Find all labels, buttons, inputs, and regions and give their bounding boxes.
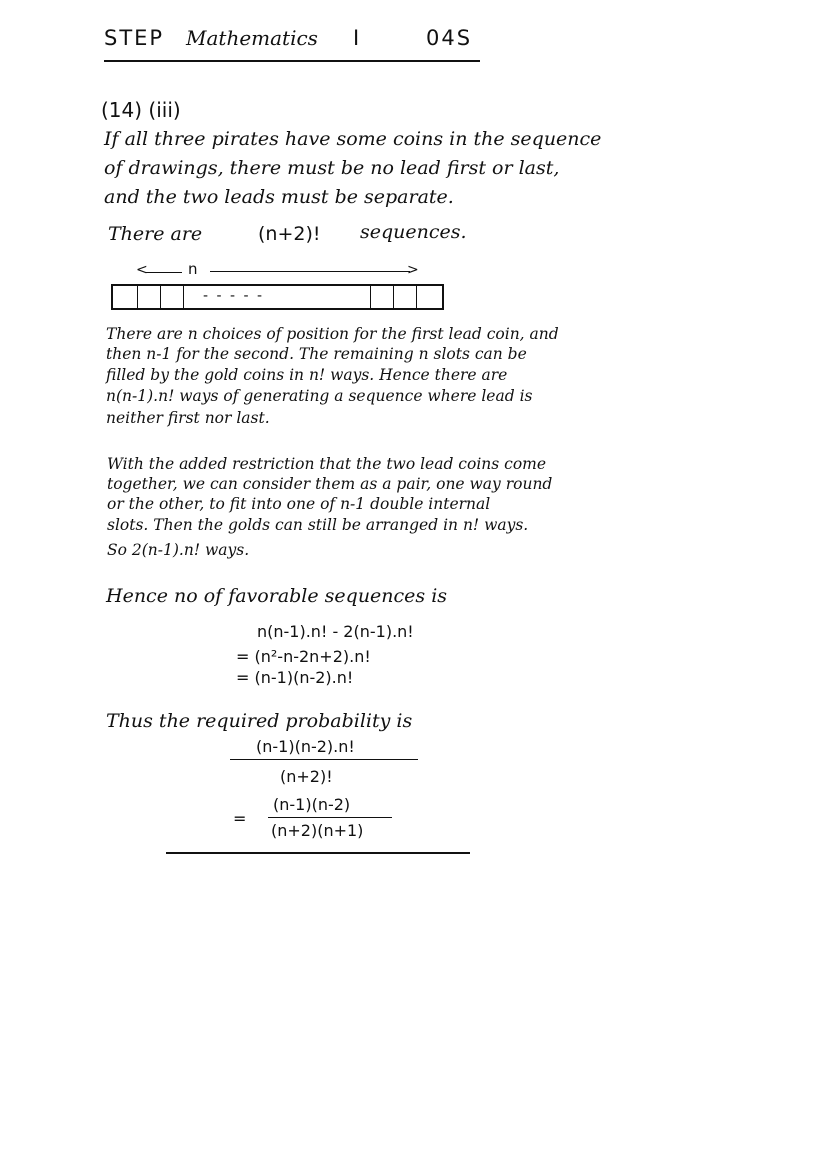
para2-line-2: together, we can consider them as a pair, one way round <box>107 475 553 493</box>
header-year: 04S <box>426 26 473 50</box>
part-label: (14) (iii) <box>101 98 181 122</box>
diagram-n-label: n <box>188 260 198 278</box>
slot-divider <box>370 286 371 308</box>
para1-line-1: There are n choices of position for the first lead coin, and <box>106 325 559 343</box>
arrow-left-head: < <box>136 262 148 278</box>
para1-line-4: n(n-1).n! ways of generating a sequence where lead is <box>106 387 533 405</box>
arrow-right-line <box>210 271 410 272</box>
slot-diagram <box>111 284 444 310</box>
slot-divider <box>416 286 417 308</box>
para2-line-5: So 2(n-1).n! ways. <box>107 541 250 559</box>
favorable-eq-2: = (n²-n-2n+2).n! <box>236 647 371 666</box>
intro-line-3: and the two leads must be separate. <box>104 186 454 208</box>
slot-divider <box>160 286 161 308</box>
intro-line-2: of drawings, there must be no lead first or last, <box>104 157 560 179</box>
slot-divider <box>183 286 184 308</box>
para2-line-3: or the other, to fit into one of n-1 double internal <box>107 495 491 513</box>
probability-heading: Thus the required probability is <box>106 710 413 732</box>
count-tail: sequences. <box>360 221 467 243</box>
count-text: There are <box>108 223 203 245</box>
header-underline <box>104 60 480 62</box>
slot-dots: - - - - - <box>203 288 265 304</box>
header-subject: Mathematics <box>186 26 318 50</box>
intro-line-1: If all three pirates have some coins in the sequence <box>104 128 602 150</box>
para1-line-2: then n-1 for the second. The remaining n slots can be <box>106 345 527 363</box>
fraction-bar-2 <box>268 817 392 818</box>
header-paper: I <box>353 26 362 50</box>
para1-line-5: neither first nor last. <box>106 409 270 427</box>
probability-numerator-2: (n-1)(n-2) <box>273 795 351 814</box>
para1-line-3: filled by the gold coins in n! ways. Hence there are <box>106 366 508 384</box>
fraction-bar-1 <box>230 759 418 760</box>
para2-line-4: slots. Then the golds can still be arranged in n! ways. <box>107 516 529 534</box>
favorable-eq-3: = (n-1)(n-2).n! <box>236 668 354 687</box>
probability-equals: = <box>233 809 247 828</box>
probability-denominator-1: (n+2)! <box>280 767 333 786</box>
para2-line-1: With the added restriction that the two lead coins come <box>107 455 547 473</box>
count-expr: (n+2)! <box>258 223 321 245</box>
favorable-eq-1: n(n-1).n! - 2(n-1).n! <box>257 622 414 641</box>
probability-denominator-2: (n+2)(n+1) <box>271 821 364 840</box>
slot-divider <box>137 286 138 308</box>
final-underline <box>166 852 470 854</box>
slot-divider <box>393 286 394 308</box>
favorable-heading: Hence no of favorable sequences is <box>106 585 448 607</box>
header-step: STEP <box>104 26 165 50</box>
probability-numerator-1: (n-1)(n-2).n! <box>256 737 355 756</box>
arrow-left-line <box>146 272 182 273</box>
arrow-right-head: > <box>407 262 419 278</box>
